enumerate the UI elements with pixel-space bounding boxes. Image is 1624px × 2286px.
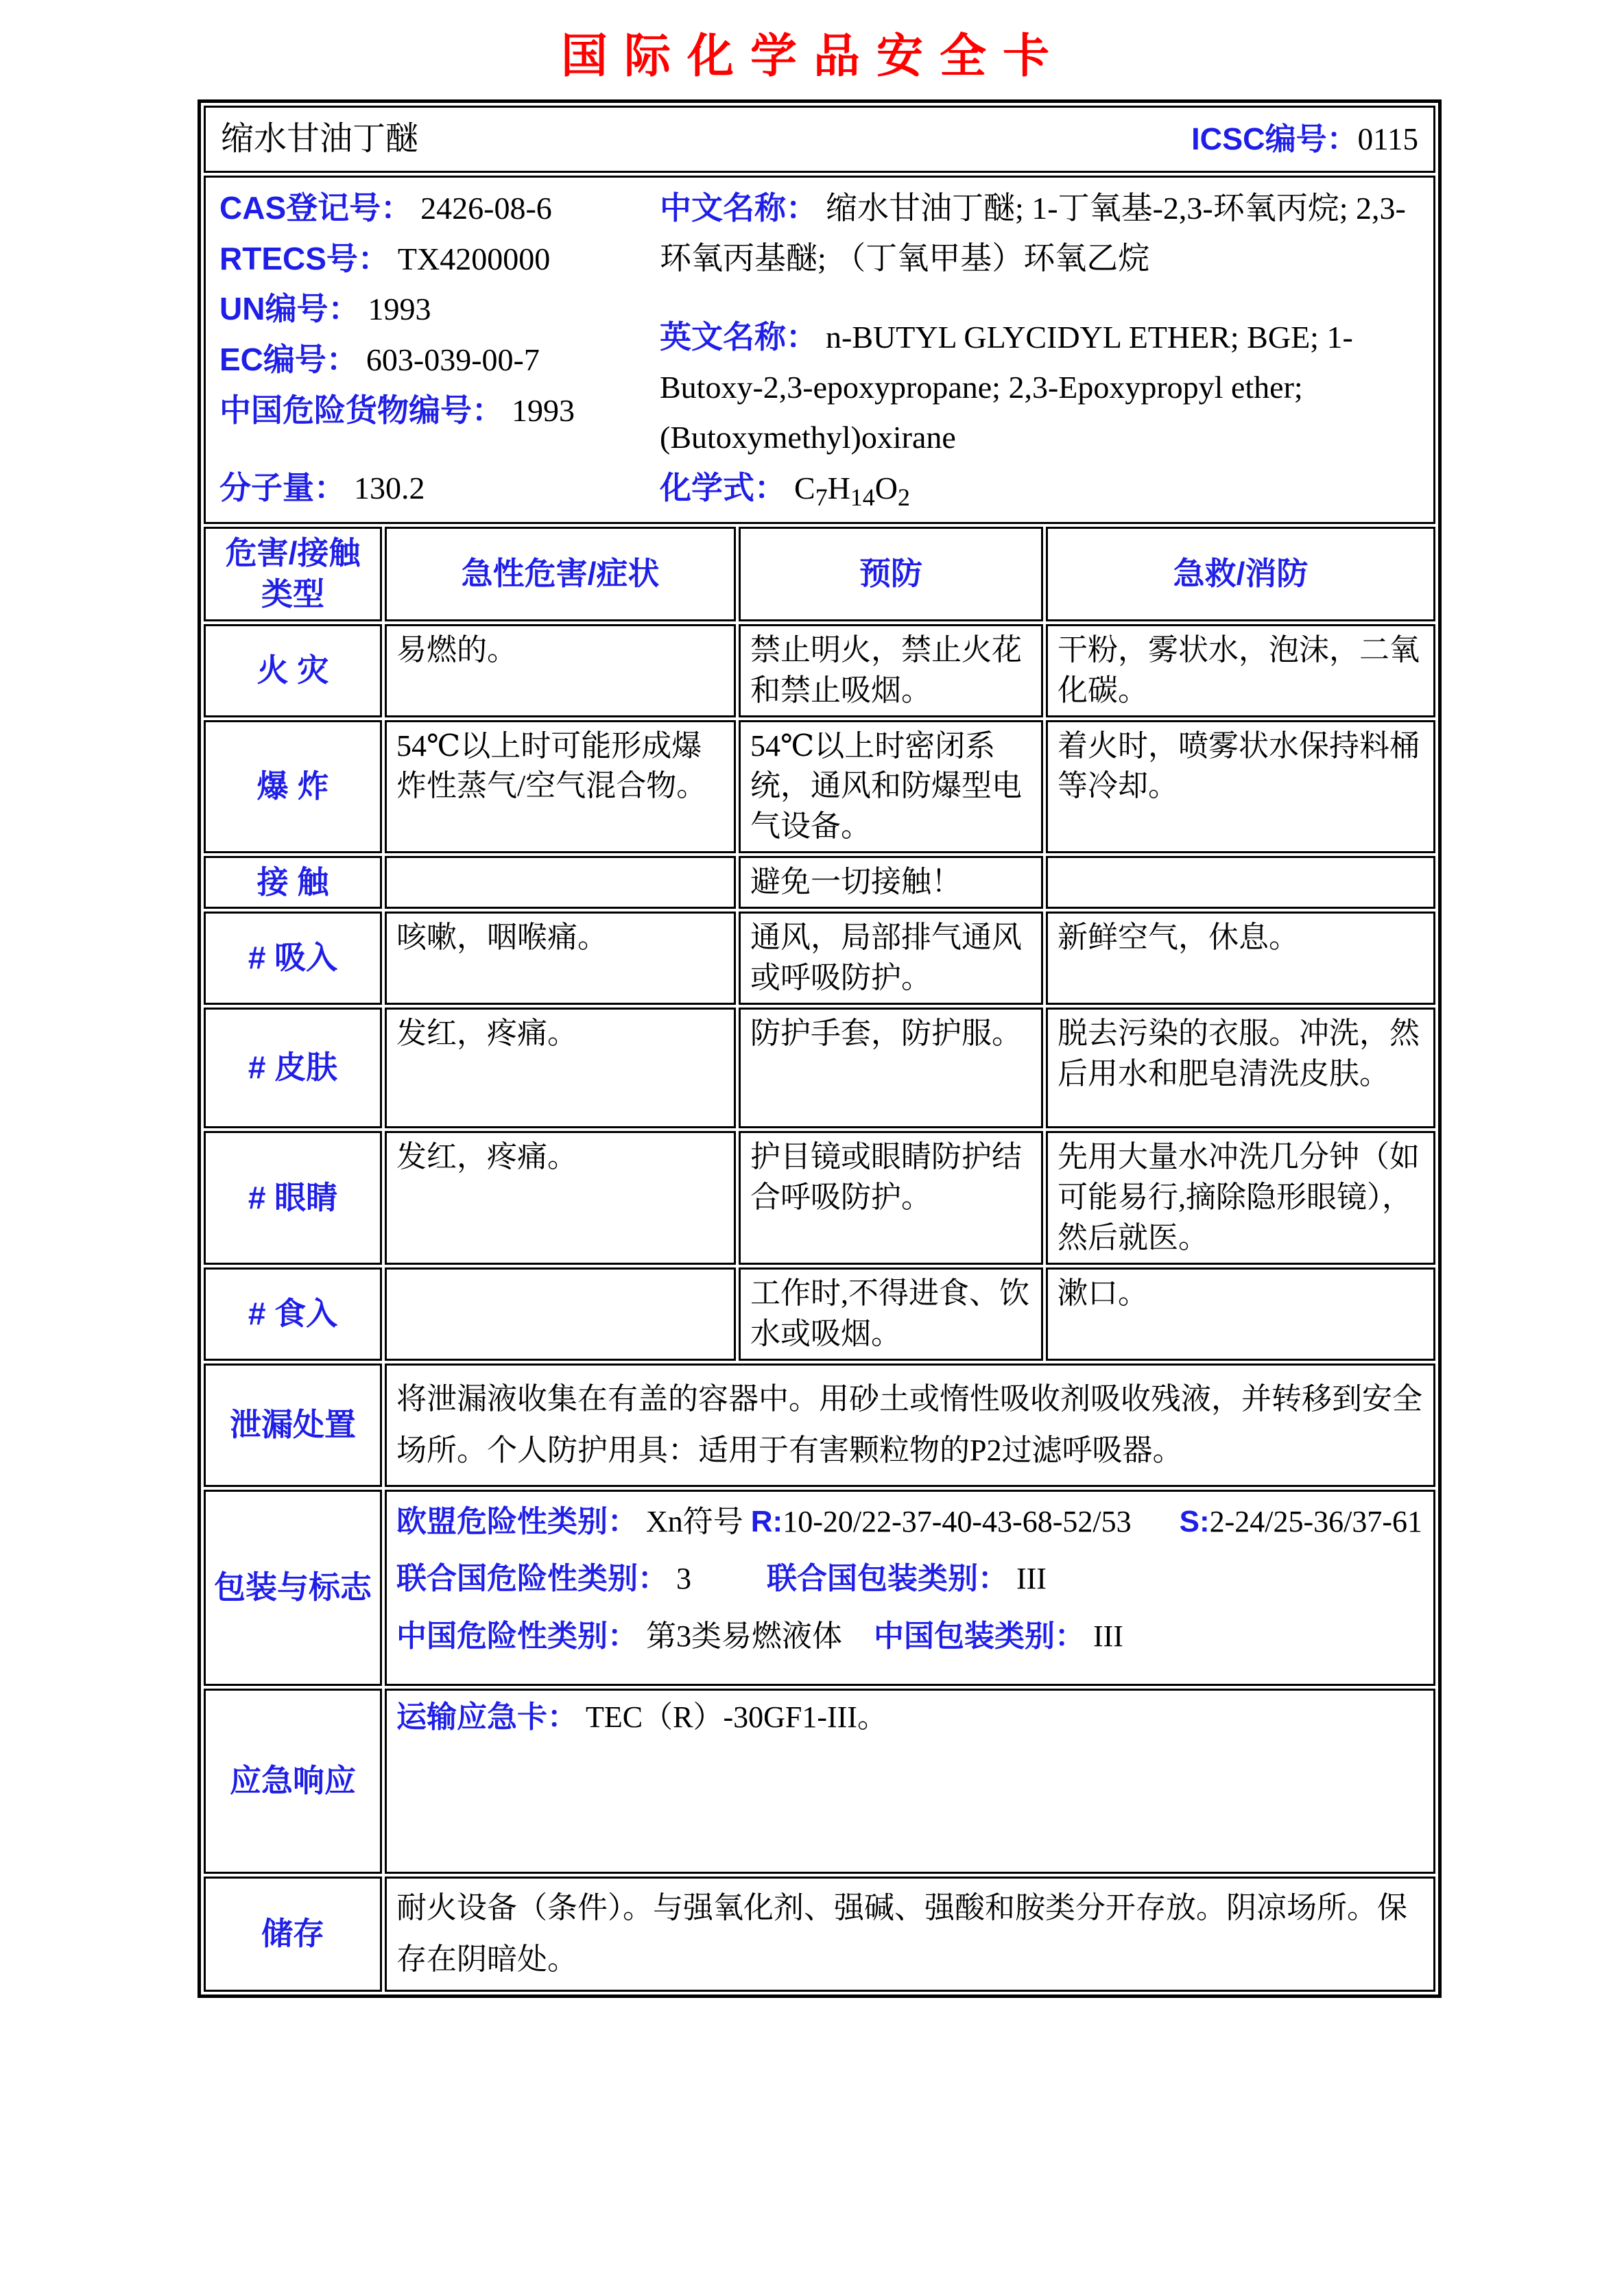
ec-label: EC编号： — [219, 342, 358, 378]
packaging-content — [385, 1490, 1435, 1686]
molecular-weight-value: 130.2 — [354, 471, 425, 506]
r-phrases-label: R: — [750, 1504, 783, 1538]
rtecs-label: RTECS号： — [219, 240, 390, 276]
explosion-symptoms: 54℃以上时可能形成爆炸性蒸气/空气混合物。 — [385, 720, 736, 854]
chinese-name-label: 中文名称： — [660, 190, 817, 226]
transport-card-label: 运输应急卡： — [396, 1700, 577, 1734]
cn-dangerous-goods-line — [219, 385, 660, 436]
inhalation-firstaid: 新鲜空气，休息。 — [1046, 912, 1435, 1005]
inhalation-label: # 吸入 — [204, 912, 382, 1005]
english-name-label: 英文名称： — [660, 319, 817, 355]
icsc-value: 0115 — [1357, 121, 1418, 156]
cn-class-label: 中国危险性类别： — [396, 1619, 638, 1653]
hazard-header-prevention: 预防 — [739, 527, 1043, 621]
eu-hazard-class-line — [396, 1497, 1424, 1546]
ingestion-prevention: 工作时,不得进食、饮水或吸烟。 — [739, 1267, 1043, 1361]
hazard-row-contact — [204, 856, 1435, 909]
chemical-formula-label: 化学式： — [660, 470, 786, 506]
card-header-row — [204, 106, 1435, 173]
spill-label: 泄漏处置 — [204, 1364, 382, 1487]
cas-label: CAS登记号： — [219, 190, 413, 226]
inhalation-prevention: 通风，局部排气通风或呼吸防护。 — [739, 912, 1043, 1005]
bottom-whitespace — [0, 1998, 1624, 2286]
un-label: UN编号： — [219, 291, 360, 327]
ingestion-symptoms — [385, 1267, 736, 1361]
eyes-label: # 眼睛 — [204, 1131, 382, 1265]
english-name-paragraph — [660, 312, 1420, 462]
cn-class-value: 第3类易燃液体 — [646, 1619, 842, 1653]
hazard-header-row — [204, 527, 1435, 621]
hazard-row-explosion — [204, 720, 1435, 854]
safety-card-table — [198, 99, 1442, 1998]
fire-prevention: 禁止明火，禁止火花和禁止吸烟。 — [739, 624, 1043, 717]
contact-symptoms — [385, 856, 736, 909]
page-title: 国际化学品安全卡 — [560, 30, 1066, 82]
s-phrases-value: 2-24/25-36/37-61 — [1209, 1504, 1422, 1538]
identification-left-column — [219, 183, 660, 516]
transport-card-value: TEC（R）-30GF1-III。 — [586, 1700, 887, 1734]
transport-card-line — [396, 1698, 1424, 1738]
rtecs-value: TX4200000 — [397, 241, 551, 276]
fire-symptoms: 易燃的。 — [385, 624, 736, 717]
skin-firstaid: 脱去污染的衣服。冲洗，然后用水和肥皂清洗皮肤。 — [1046, 1008, 1435, 1128]
chinese-name-paragraph — [660, 183, 1420, 283]
cn-pack-label: 中国包装类别： — [874, 1619, 1085, 1653]
emergency-content — [385, 1689, 1435, 1874]
explosion-firstaid: 着火时，喷雾状水保持料桶等冷却。 — [1046, 720, 1435, 854]
eyes-symptoms: 发红，疼痛。 — [385, 1131, 736, 1265]
explosion-label: 爆 炸 — [204, 720, 382, 854]
fire-label: 火 灾 — [204, 624, 382, 717]
rtecs-number-line — [219, 234, 660, 285]
icsc-label: ICSC编号： — [1191, 121, 1358, 156]
emergency-label: 应急响应 — [204, 1689, 382, 1874]
hazard-header-symptoms: 急性危害/症状 — [385, 527, 736, 621]
eu-class-label: 欧盟危险性类别： — [396, 1504, 638, 1538]
skin-prevention: 防护手套，防护服。 — [739, 1008, 1043, 1128]
identification-row — [204, 176, 1435, 524]
molecular-weight-label: 分子量： — [219, 470, 346, 506]
contact-firstaid — [1046, 856, 1435, 909]
un-class-value: 3 — [676, 1562, 691, 1596]
hazard-row-skin — [204, 1008, 1435, 1128]
eyes-prevention: 护目镜或眼睛防护结合呼吸防护。 — [739, 1131, 1043, 1265]
skin-symptoms: 发红，疼痛。 — [385, 1008, 736, 1128]
ingestion-firstaid: 漱口。 — [1046, 1267, 1435, 1361]
r-phrases-value: 10-20/22-37-40-43-68-52/53 — [783, 1504, 1132, 1538]
inhalation-symptoms: 咳嗽，咽喉痛。 — [385, 912, 736, 1005]
hazard-header-firstaid: 急救/消防 — [1046, 527, 1435, 621]
hazard-row-eyes — [204, 1131, 1435, 1265]
ec-value: 603-039-00-7 — [366, 342, 540, 378]
cn-dg-label: 中国危险货物编号： — [219, 392, 503, 428]
hazard-row-ingestion — [204, 1267, 1435, 1361]
hazard-row-inhalation — [204, 912, 1435, 1005]
s-phrases-label: S: — [1179, 1504, 1210, 1538]
un-pack-label: 联合国包装类别： — [767, 1562, 1008, 1596]
cas-value: 2426-08-6 — [420, 191, 552, 226]
english-name-value: n-BUTYL GLYCIDYL ETHER; BGE; 1-Butoxy-2,3-epoxypropane; 2,3-Epoxypropyl ether; (Butoxymethyl)oxirane — [660, 320, 1353, 455]
identification-cell — [204, 176, 1435, 524]
un-pack-value: III — [1016, 1562, 1047, 1596]
un-class-line — [396, 1554, 1424, 1603]
chemical-formula-value: $C_7H_{14}O_2$ — [794, 471, 910, 512]
emergency-row — [204, 1689, 1435, 1874]
packaging-label: 包装与标志 — [204, 1490, 382, 1686]
un-class-label: 联合国危险性类别： — [396, 1562, 668, 1596]
contact-prevention: 避免一切接触！ — [739, 856, 1043, 909]
chemical-formula-line — [660, 463, 1420, 514]
ec-number-line — [219, 335, 660, 385]
un-value: 1993 — [368, 291, 431, 327]
storage-text: 耐火设备（条件）。与强氧化剂、强碱、强酸和胺类分开存放。阴凉场所。保存在阴暗处。 — [385, 1877, 1435, 1992]
packaging-row — [204, 1490, 1435, 1686]
product-name: 缩水甘油丁醚 — [221, 120, 419, 157]
icsc-number — [1191, 119, 1418, 160]
hazard-header-type: 危害/接触类型 — [204, 527, 382, 621]
eyes-firstaid: 先用大量水冲洗几分钟（如可能易行,摘除隐形眼镜），然后就医。 — [1046, 1131, 1435, 1265]
explosion-prevention: 54℃以上时密闭系统，通风和防爆型电气设备。 — [739, 720, 1043, 854]
cn-dg-value: 1993 — [512, 392, 575, 428]
ingestion-label: # 食入 — [204, 1267, 382, 1361]
spill-row — [204, 1364, 1435, 1487]
molecular-weight-line — [219, 463, 660, 514]
spill-text: 将泄漏液收集在有盖的容器中。用砂土或惰性吸收剂吸收残液，并转移到安全场所。个人防护用具：适用于有害颗粒物的P2过滤呼吸器。 — [385, 1364, 1435, 1487]
identification-right-column — [660, 183, 1420, 516]
skin-label: # 皮肤 — [204, 1008, 382, 1128]
contact-label: 接 触 — [204, 856, 382, 909]
eu-symbol: Xn符号 — [646, 1504, 743, 1538]
un-number-line — [219, 284, 660, 335]
chinese-name-value: 缩水甘油丁醚; 1-丁氧基-2,3-环氧丙烷; 2,3-环氧丙基醚; （丁氧甲基）环氧乙烷 — [660, 191, 1406, 276]
card-header-cell — [204, 106, 1435, 173]
cas-number-line — [219, 183, 660, 234]
cn-pack-value: III — [1093, 1619, 1123, 1653]
storage-row — [204, 1877, 1435, 1992]
fire-firstaid: 干粉，雾状水，泡沫，二氧化碳。 — [1046, 624, 1435, 717]
hazard-row-fire — [204, 624, 1435, 717]
cn-class-line — [396, 1612, 1424, 1660]
storage-label: 储存 — [204, 1877, 382, 1992]
